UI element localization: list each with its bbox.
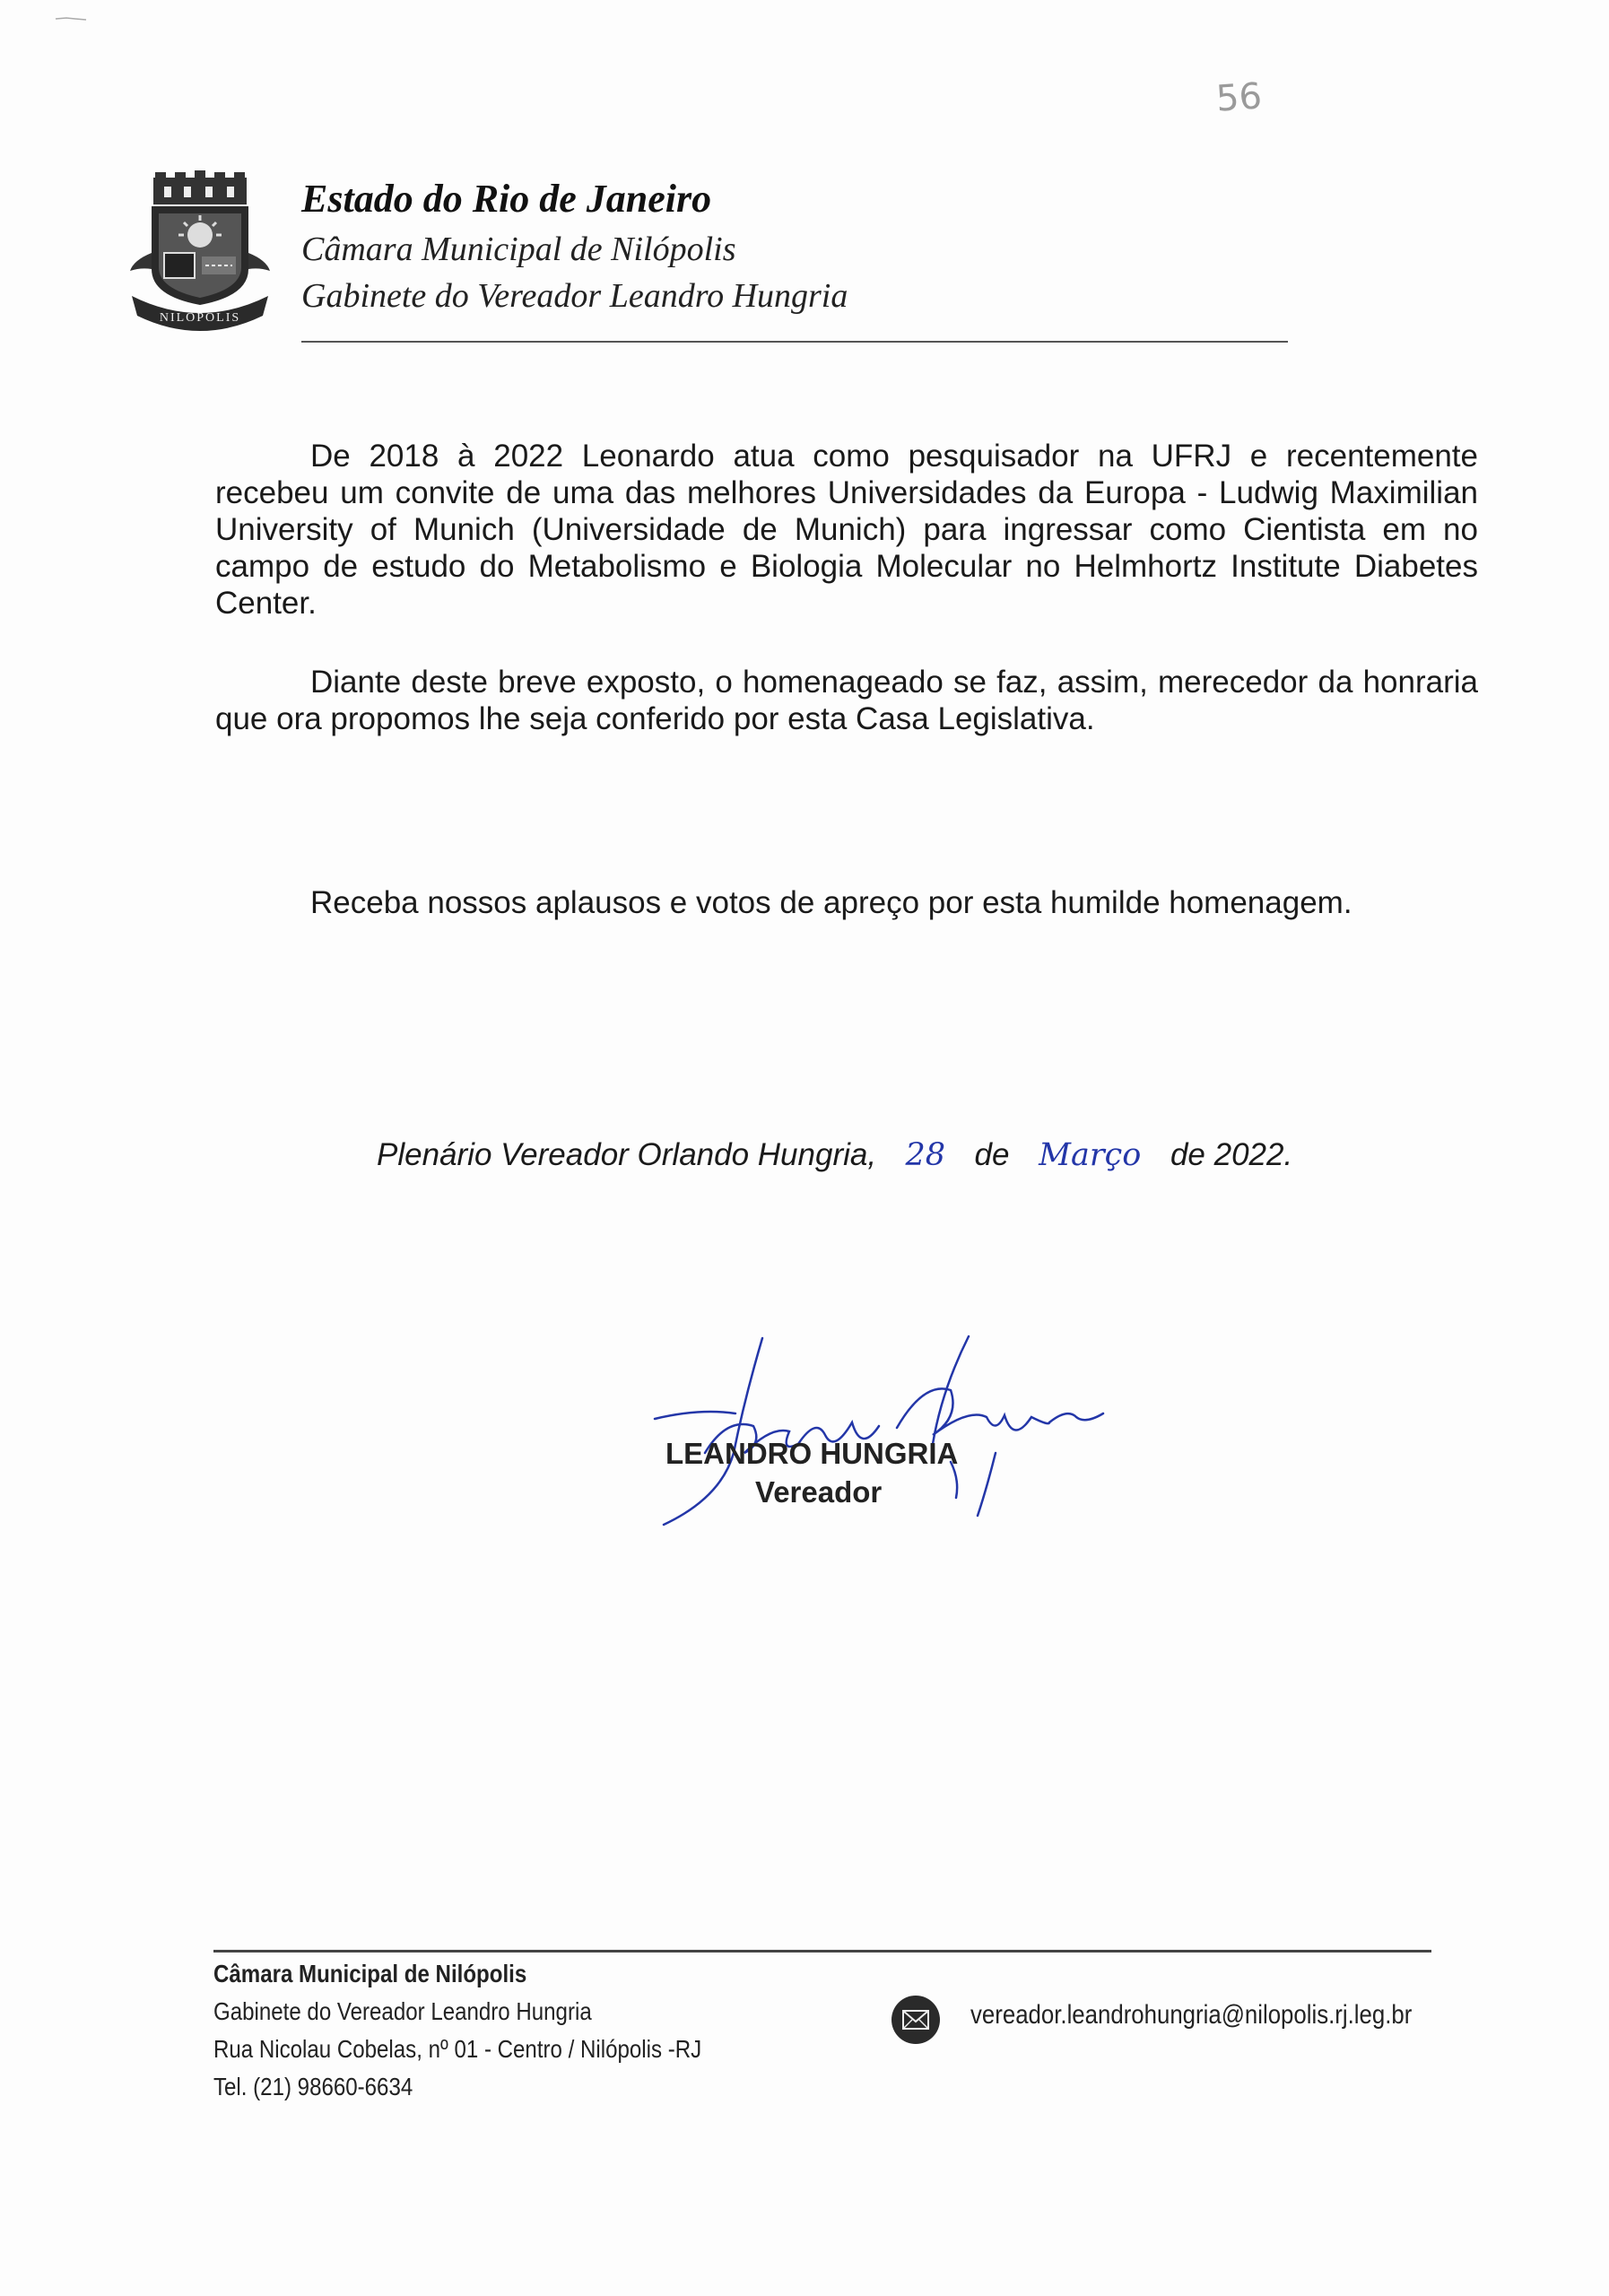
paragraph-1: De 2018 à 2022 Leonardo atua como pesquisador na UFRJ e recentemente recebeu um convite de uma das melhores Universidades da Europa - Ludwig Maximilian University of Munich (Universidade de Munich) para ingressar como Cientista em no campo de estudo do Metabolismo e Biologia Molecular no Helmhortz Institute Diabetes Center.	[215, 439, 1478, 621]
chamber-title: Câmara Municipal de Nilópolis	[301, 230, 736, 268]
scan-mark	[54, 14, 90, 22]
handwritten-month: Março	[1039, 1137, 1142, 1173]
date-prefix: Plenário Vereador Orlando Hungria,	[377, 1137, 877, 1172]
footer-email-link[interactable]: vereador.leandrohungria@nilopolis.rj.leg.br	[970, 2000, 1413, 2030]
letterhead	[301, 172, 848, 319]
date-line	[377, 1137, 1292, 1173]
footer-title: Câmara Municipal de Nilópolis	[213, 1960, 527, 1987]
footer-divider	[213, 1950, 1431, 1952]
footer-address: Rua Nicolau Cobelas, nº 01 - Centro / Nilópolis -RJ	[213, 2035, 702, 2063]
signer-name: LEANDRO HUNGRIA	[665, 1437, 959, 1470]
state-title: Estado do Rio de Janeiro	[301, 177, 712, 221]
footer-office: Gabinete do Vereador Leandro Hungria	[213, 1997, 592, 2025]
envelope-icon	[891, 1995, 941, 2045]
footer-phone: Tel. (21) 98660-6634	[213, 2073, 413, 2100]
paragraph-2: Diante deste breve exposto, o homenageado se faz, assim, merecedor da honraria que ora propomos lhe seja conferido por esta Casa Legislativa.	[215, 665, 1478, 736]
seal-text: NILOPOLIS	[159, 311, 241, 325]
date-suffix: de 2022.	[1170, 1137, 1293, 1172]
office-title: Gabinete do Vereador Leandro Hungria	[301, 277, 848, 315]
header-divider	[301, 341, 1288, 343]
paragraph-3: Receba nossos aplausos e votos de apreço por esta humilde homenagem.	[310, 885, 1352, 920]
handwritten-day: 28	[905, 1137, 946, 1173]
page-number: 56	[1214, 75, 1264, 120]
coat-of-arms-icon	[128, 170, 272, 332]
date-de: de	[974, 1137, 1010, 1172]
footer	[213, 1955, 701, 2106]
signer-role: Vereador	[755, 1475, 883, 1509]
